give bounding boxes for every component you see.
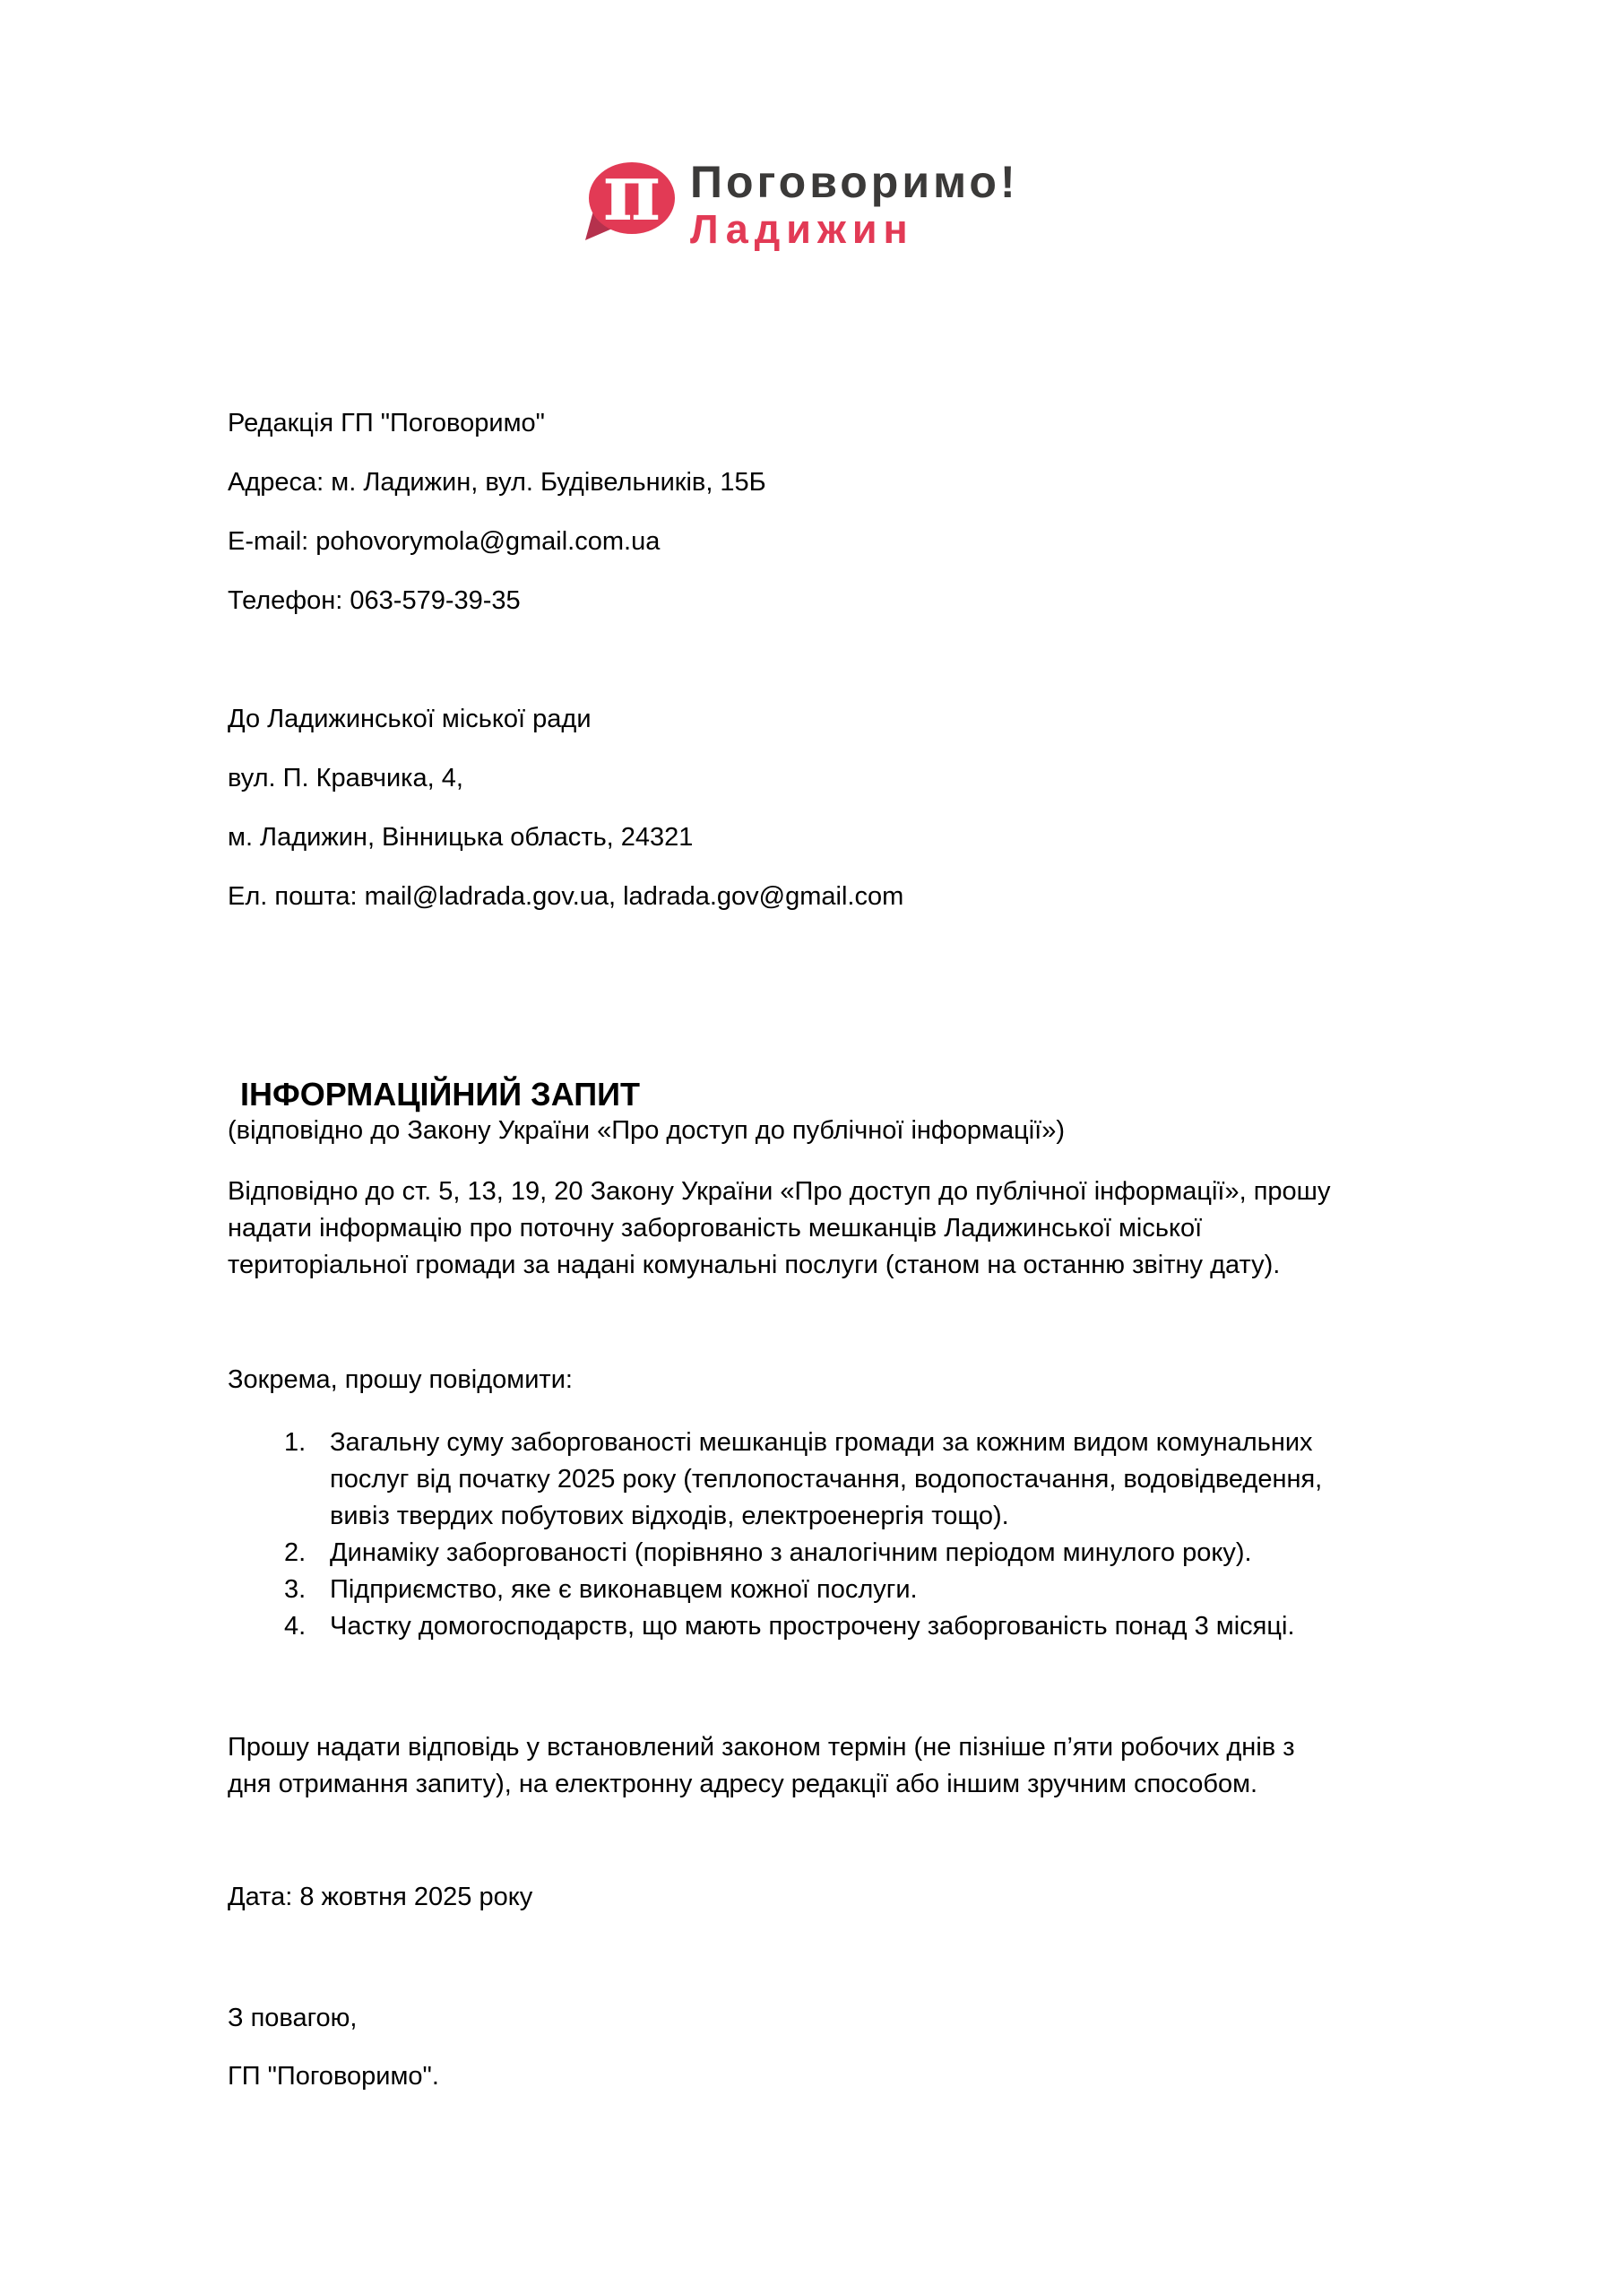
date-line: Дата: 8 жовтня 2025 року <box>228 1883 533 1911</box>
list-intro: Зокрема, прошу повідомити: <box>228 1365 573 1394</box>
sender-email: E-mail: pohovorymola@gmail.com.ua <box>228 527 661 556</box>
list-item-number: 4. <box>284 1612 307 1641</box>
list-item-line: Частку домогосподарств, що мають прострочену заборгованість понад 3 місяці. <box>330 1612 1295 1641</box>
request-list <box>228 1425 1322 1645</box>
list-item-text <box>330 1608 1295 1645</box>
closing-line: Прошу надати відповідь у встановлений законом термін (не пізніше п’яти робочих днів з <box>228 1733 1295 1762</box>
closing-paragraph <box>228 1729 1295 1803</box>
closing-line: дня отримання запиту), на електронну адресу редакції або іншим зручним способом. <box>228 1770 1258 1798</box>
logo-glyph: п <box>602 161 661 238</box>
recipient-block <box>228 689 903 926</box>
list-item-number: 1. <box>284 1428 307 1457</box>
request-title: ІНФОРМАЦІЙНИЙ ЗАПИТ <box>240 1076 640 1113</box>
recipient-street: вул. П. Кравчика, 4, <box>228 764 463 792</box>
logo-text <box>690 158 1019 253</box>
list-item-line: Динаміку заборгованості (порівняно з аналогічним періодом минулого року). <box>330 1538 1252 1567</box>
recipient-name: До Ладижинської міської ради <box>228 705 592 733</box>
list-item-text <box>330 1572 918 1608</box>
list-item <box>228 1535 1322 1572</box>
intro-line: надати інформацію про поточну заборгованість мешканців Ладижинської міської <box>228 1214 1203 1243</box>
sender-phone: Телефон: 063-579-39-35 <box>228 586 521 615</box>
speech-bubble-icon <box>583 161 678 244</box>
list-item-text <box>330 1535 1252 1572</box>
regards-line: З повагою, <box>228 2004 358 2032</box>
list-item <box>228 1572 1322 1608</box>
list-item-line: вивіз твердих побутових відходів, електроенергія тощо). <box>330 1502 1009 1530</box>
intro-line: територіальної громади за надані комунальні послуги (станом на останню звітну дату). <box>228 1251 1281 1279</box>
list-item-line: послуг від початку 2025 року (теплопостачання, водопостачання, водовідведення, <box>330 1465 1323 1494</box>
logo-subtitle: Ладижин <box>690 206 914 252</box>
list-item-text <box>330 1425 1322 1535</box>
recipient-email: Ел. пошта: mail@ladrada.gov.ua, ladrada.gov@gmail.com <box>228 882 904 911</box>
sender-address: Адреса: м. Ладижин, вул. Будівельників, 15Б <box>228 468 766 497</box>
list-item-number: 2. <box>284 1538 307 1567</box>
logo-title: Поговоримо! <box>690 157 1019 207</box>
list-item-number: 3. <box>284 1575 307 1604</box>
sender-block <box>228 394 766 630</box>
request-subtitle: (відповідно до Закону України «Про доступ до публічної інформації») <box>228 1116 1066 1145</box>
request-intro-paragraph <box>228 1173 1330 1284</box>
list-item-line: Загальну суму заборгованості мешканців громади за кожним видом комунальних <box>330 1428 1313 1457</box>
list-item <box>228 1425 1322 1535</box>
list-item-line: Підприємство, яке є виконавцем кожної послуги. <box>330 1575 918 1604</box>
intro-line: Відповідно до ст. 5, 13, 19, 20 Закону України «Про доступ до публічної інформації», прошу <box>228 1177 1331 1206</box>
list-item <box>228 1608 1322 1645</box>
signature-line: ГП "Поговоримо". <box>228 2062 439 2091</box>
recipient-city: м. Ладижин, Вінницька область, 24321 <box>228 823 694 852</box>
sender-name: Редакція ГП "Поговоримо" <box>228 409 545 437</box>
